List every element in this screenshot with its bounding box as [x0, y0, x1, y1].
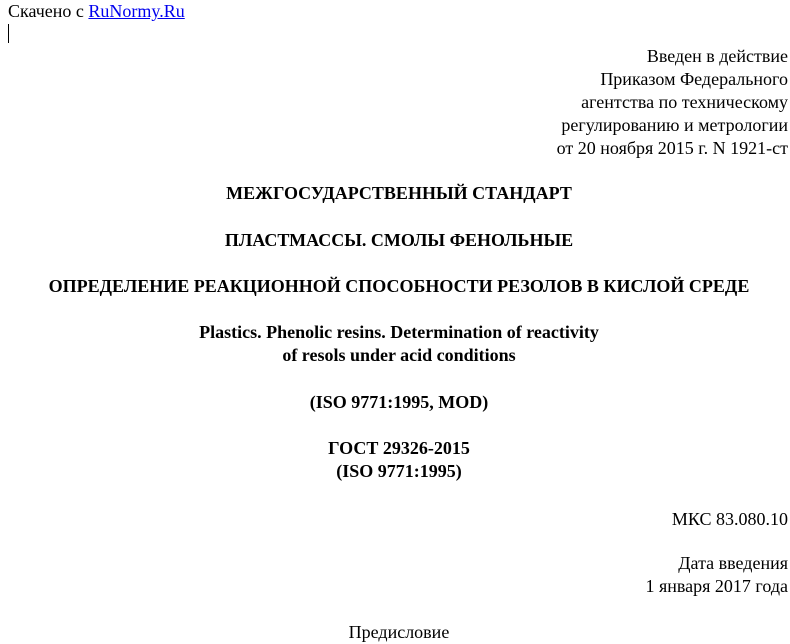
english-title-line: of resols under acid conditions: [282, 345, 516, 365]
runormy-link[interactable]: RuNormy.Ru: [88, 1, 185, 21]
preface-heading: Предисловие: [348, 622, 450, 642]
iso-modification: (ISO 9771:1995, MOD): [309, 392, 489, 412]
source-line: [8, 0, 185, 23]
english-title-line: Plastics. Phenolic resins. Determination of reactivity: [199, 322, 599, 342]
approval-block: [557, 45, 788, 160]
approval-line: Приказом Федерального: [600, 69, 788, 89]
text-cursor: [8, 24, 9, 43]
gost-iso-number: (ISO 9771:1995): [336, 461, 462, 481]
approval-line: регулированию и метрологии: [561, 115, 788, 135]
source-prefix: Скачено с: [8, 1, 84, 21]
introduction-date-label: Дата введения: [678, 553, 788, 573]
standard-method-title: ОПРЕДЕЛЕНИЕ РЕАКЦИОННОЙ СПОСОБНОСТИ РЕЗОЛОВ В КИСЛОЙ СРЕДЕ: [48, 276, 750, 296]
approval-line: Введен в действие: [646, 46, 788, 66]
english-title: [0, 321, 790, 367]
standard-subject-title: ПЛАСТМАССЫ. СМОЛЫ ФЕНОЛЬНЫЕ: [224, 230, 574, 250]
gost-number: ГОСТ 29326-2015: [328, 438, 470, 458]
mks-code: МКС 83.080.10: [671, 509, 788, 529]
gost-designation: [0, 437, 790, 483]
introduction-date-value: 1 января 2017 года: [645, 576, 788, 596]
interstate-standard-title: МЕЖГОСУДАРСТВЕННЫЙ СТАНДАРТ: [226, 183, 572, 203]
approval-line: агентства по техническому: [581, 92, 788, 112]
introduction-date-block: [645, 552, 788, 598]
approval-line: от 20 ноября 2015 г. N 1921-ст: [556, 138, 788, 158]
